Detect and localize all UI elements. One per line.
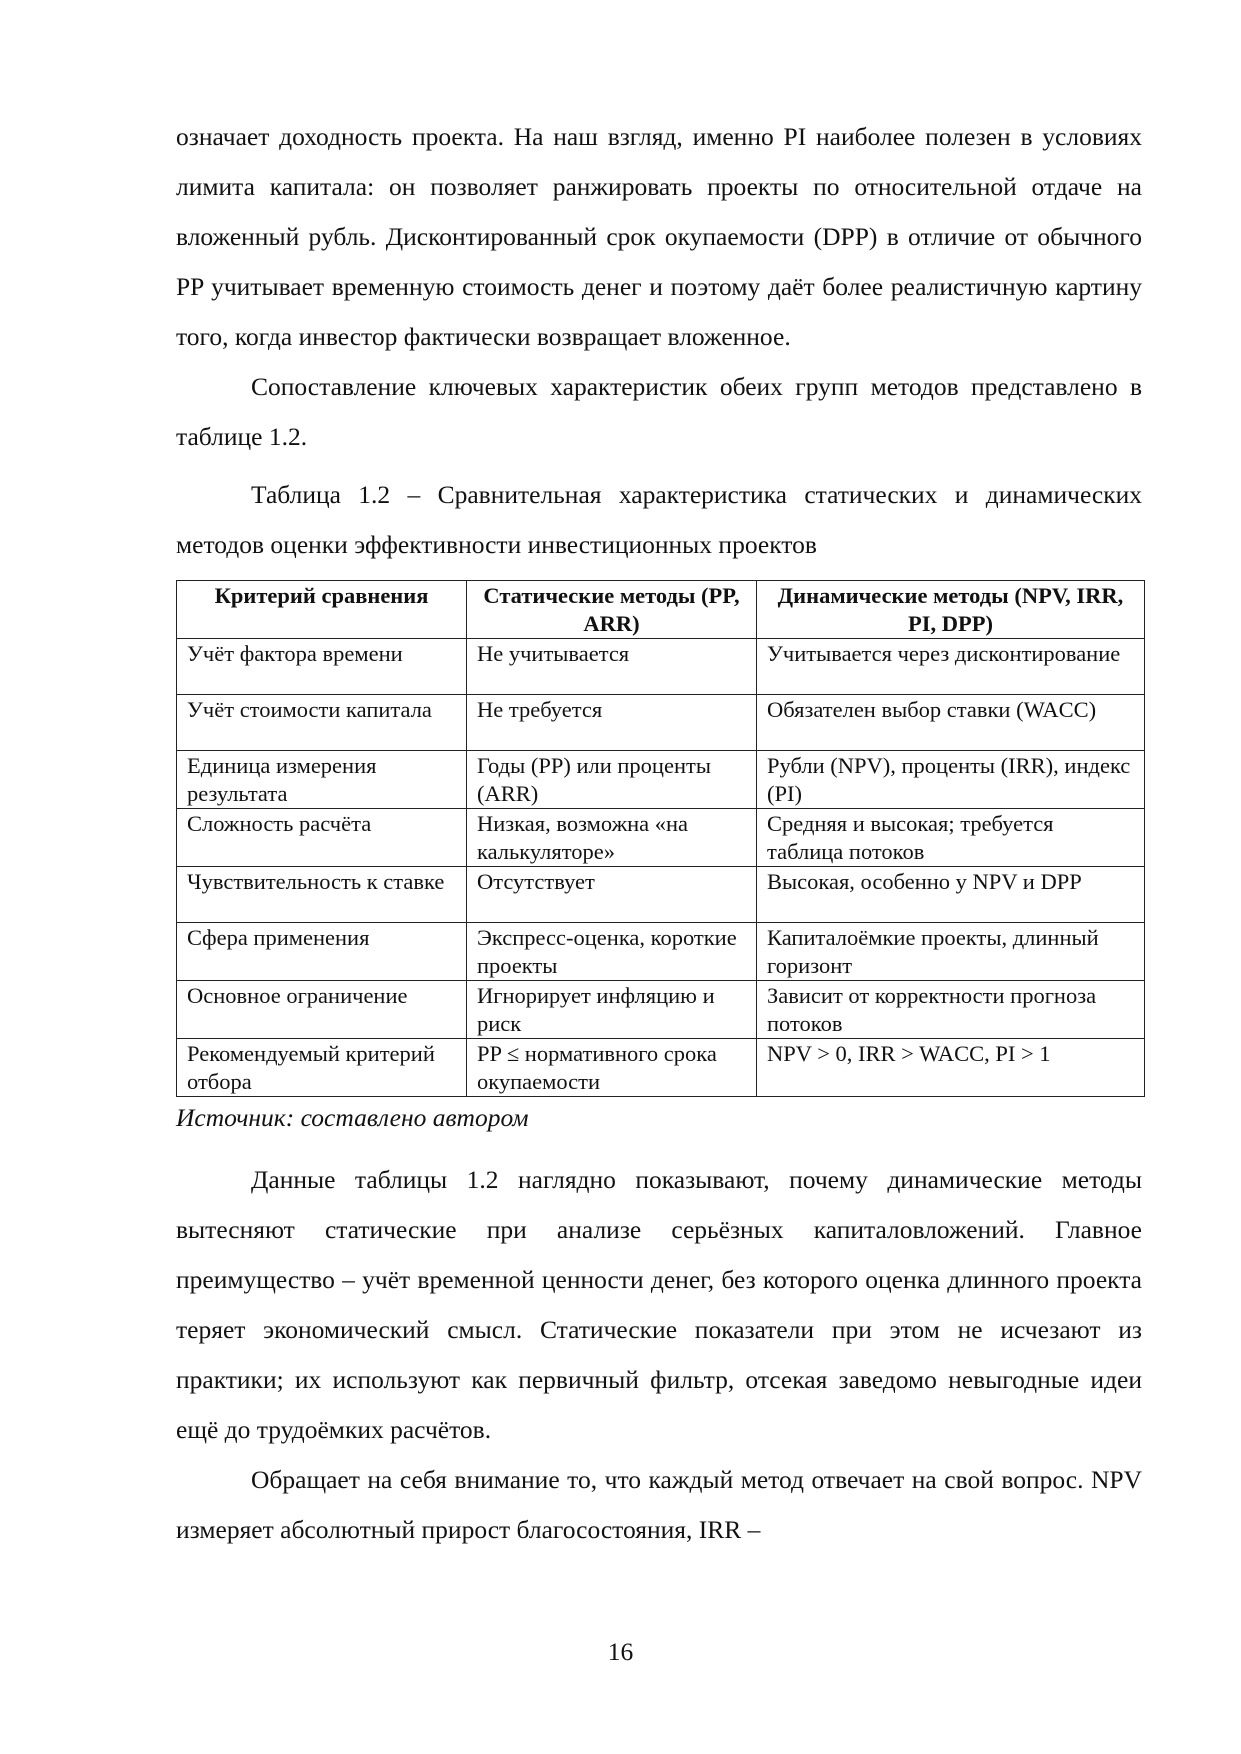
cell-dynamic: Обязателен выбор ставки (WACC)	[757, 695, 1145, 751]
cell-criterion: Рекомендуемый критерий отбора	[177, 1039, 467, 1097]
cell-static: Годы (PP) или проценты (ARR)	[467, 751, 757, 809]
table-source-note: Источник: составлено автором	[176, 1103, 529, 1132]
cell-static: Отсутствует	[467, 867, 757, 923]
cell-dynamic: Зависит от корректности прогноза потоков	[757, 981, 1145, 1039]
table-row	[177, 751, 1145, 809]
paragraph-method-questions: Обращает на себя внимание то, что каждый метод отвечает на свой вопрос. NPV измеряет абсолютный прирост благосостояния, IRR –	[176, 1465, 1142, 1544]
cell-criterion: Единица измерения результата	[177, 751, 467, 809]
cell-criterion: Сфера применения	[177, 923, 467, 981]
paragraph-pi-dpp: означает доходность проекта. На наш взгляд, именно PI наиболее полезен в условиях лимита капитала: он позволяет ранжировать проекты по относительной отдаче на вложенный рубль. Дисконтированный срок окупаемости (DPP) в отличие от обычного PP учитывает временную стоимость денег и поэтому даёт более реалистичную картину того, когда инвестор фактически возвращает вложенное.	[176, 122, 1142, 351]
page-number: 16	[607, 1637, 634, 1666]
header-criterion: Критерий сравнения	[177, 581, 467, 639]
cell-criterion: Чувствительность к ставке	[177, 867, 467, 923]
cell-static: Игнорирует инфляцию и риск	[467, 981, 757, 1039]
table-row	[177, 867, 1145, 923]
comparison-table	[176, 580, 1145, 1097]
cell-dynamic: Высокая, особенно у NPV и DPP	[757, 867, 1145, 923]
cell-static: Низкая, возможна «на калькуляторе»	[467, 809, 757, 867]
table-row	[177, 695, 1145, 751]
cell-criterion: Учёт фактора времени	[177, 639, 467, 695]
paragraph-table-analysis: Данные таблицы 1.2 наглядно показывают, почему динамические методы вытесняют статические при анализе серьёзных капиталовложений. Главное преимущество – учёт временной ценности денег, без которого оценка длинного проекта теряет экономический смысл. Статические показатели при этом не исчезают из практики; их используют как первичный фильтр, отсекая заведомо невыгодные идеи ещё до трудоёмких расчётов.	[176, 1165, 1142, 1444]
table-row	[177, 809, 1145, 867]
table-row	[177, 639, 1145, 695]
page-body	[176, 112, 1142, 1555]
table-row	[177, 981, 1145, 1039]
cell-dynamic: Учитывается через дисконтирование	[757, 639, 1145, 695]
cell-dynamic: Капиталоёмкие проекты, длинный горизонт	[757, 923, 1145, 981]
table-header-row	[177, 581, 1145, 639]
cell-dynamic: Средняя и высокая; требуется таблица потоков	[757, 809, 1145, 867]
cell-static: PP ≤ нормативного срока окупаемости	[467, 1039, 757, 1097]
cell-criterion: Учёт стоимости капитала	[177, 695, 467, 751]
cell-static: Не учитывается	[467, 639, 757, 695]
table-caption: Таблица 1.2 – Сравнительная характеристика статических и динамических методов оценки эффективности инвестиционных проектов	[176, 480, 1142, 559]
table-row	[177, 923, 1145, 981]
cell-static: Экспресс-оценка, короткие проекты	[467, 923, 757, 981]
cell-dynamic: Рубли (NPV), проценты (IRR), индекс (PI)	[757, 751, 1145, 809]
header-dynamic-methods: Динамические методы (NPV, IRR, PI, DPP)	[757, 581, 1145, 639]
cell-dynamic: NPV > 0, IRR > WACC, PI > 1	[757, 1039, 1145, 1097]
paragraph-table-intro: Сопоставление ключевых характеристик обеих групп методов представлено в таблице 1.2.	[176, 372, 1142, 451]
cell-criterion: Основное ограничение	[177, 981, 467, 1039]
table-row	[177, 1039, 1145, 1097]
cell-static: Не требуется	[467, 695, 757, 751]
cell-criterion: Сложность расчёта	[177, 809, 467, 867]
header-static-methods: Статические методы (PP, ARR)	[467, 581, 757, 639]
